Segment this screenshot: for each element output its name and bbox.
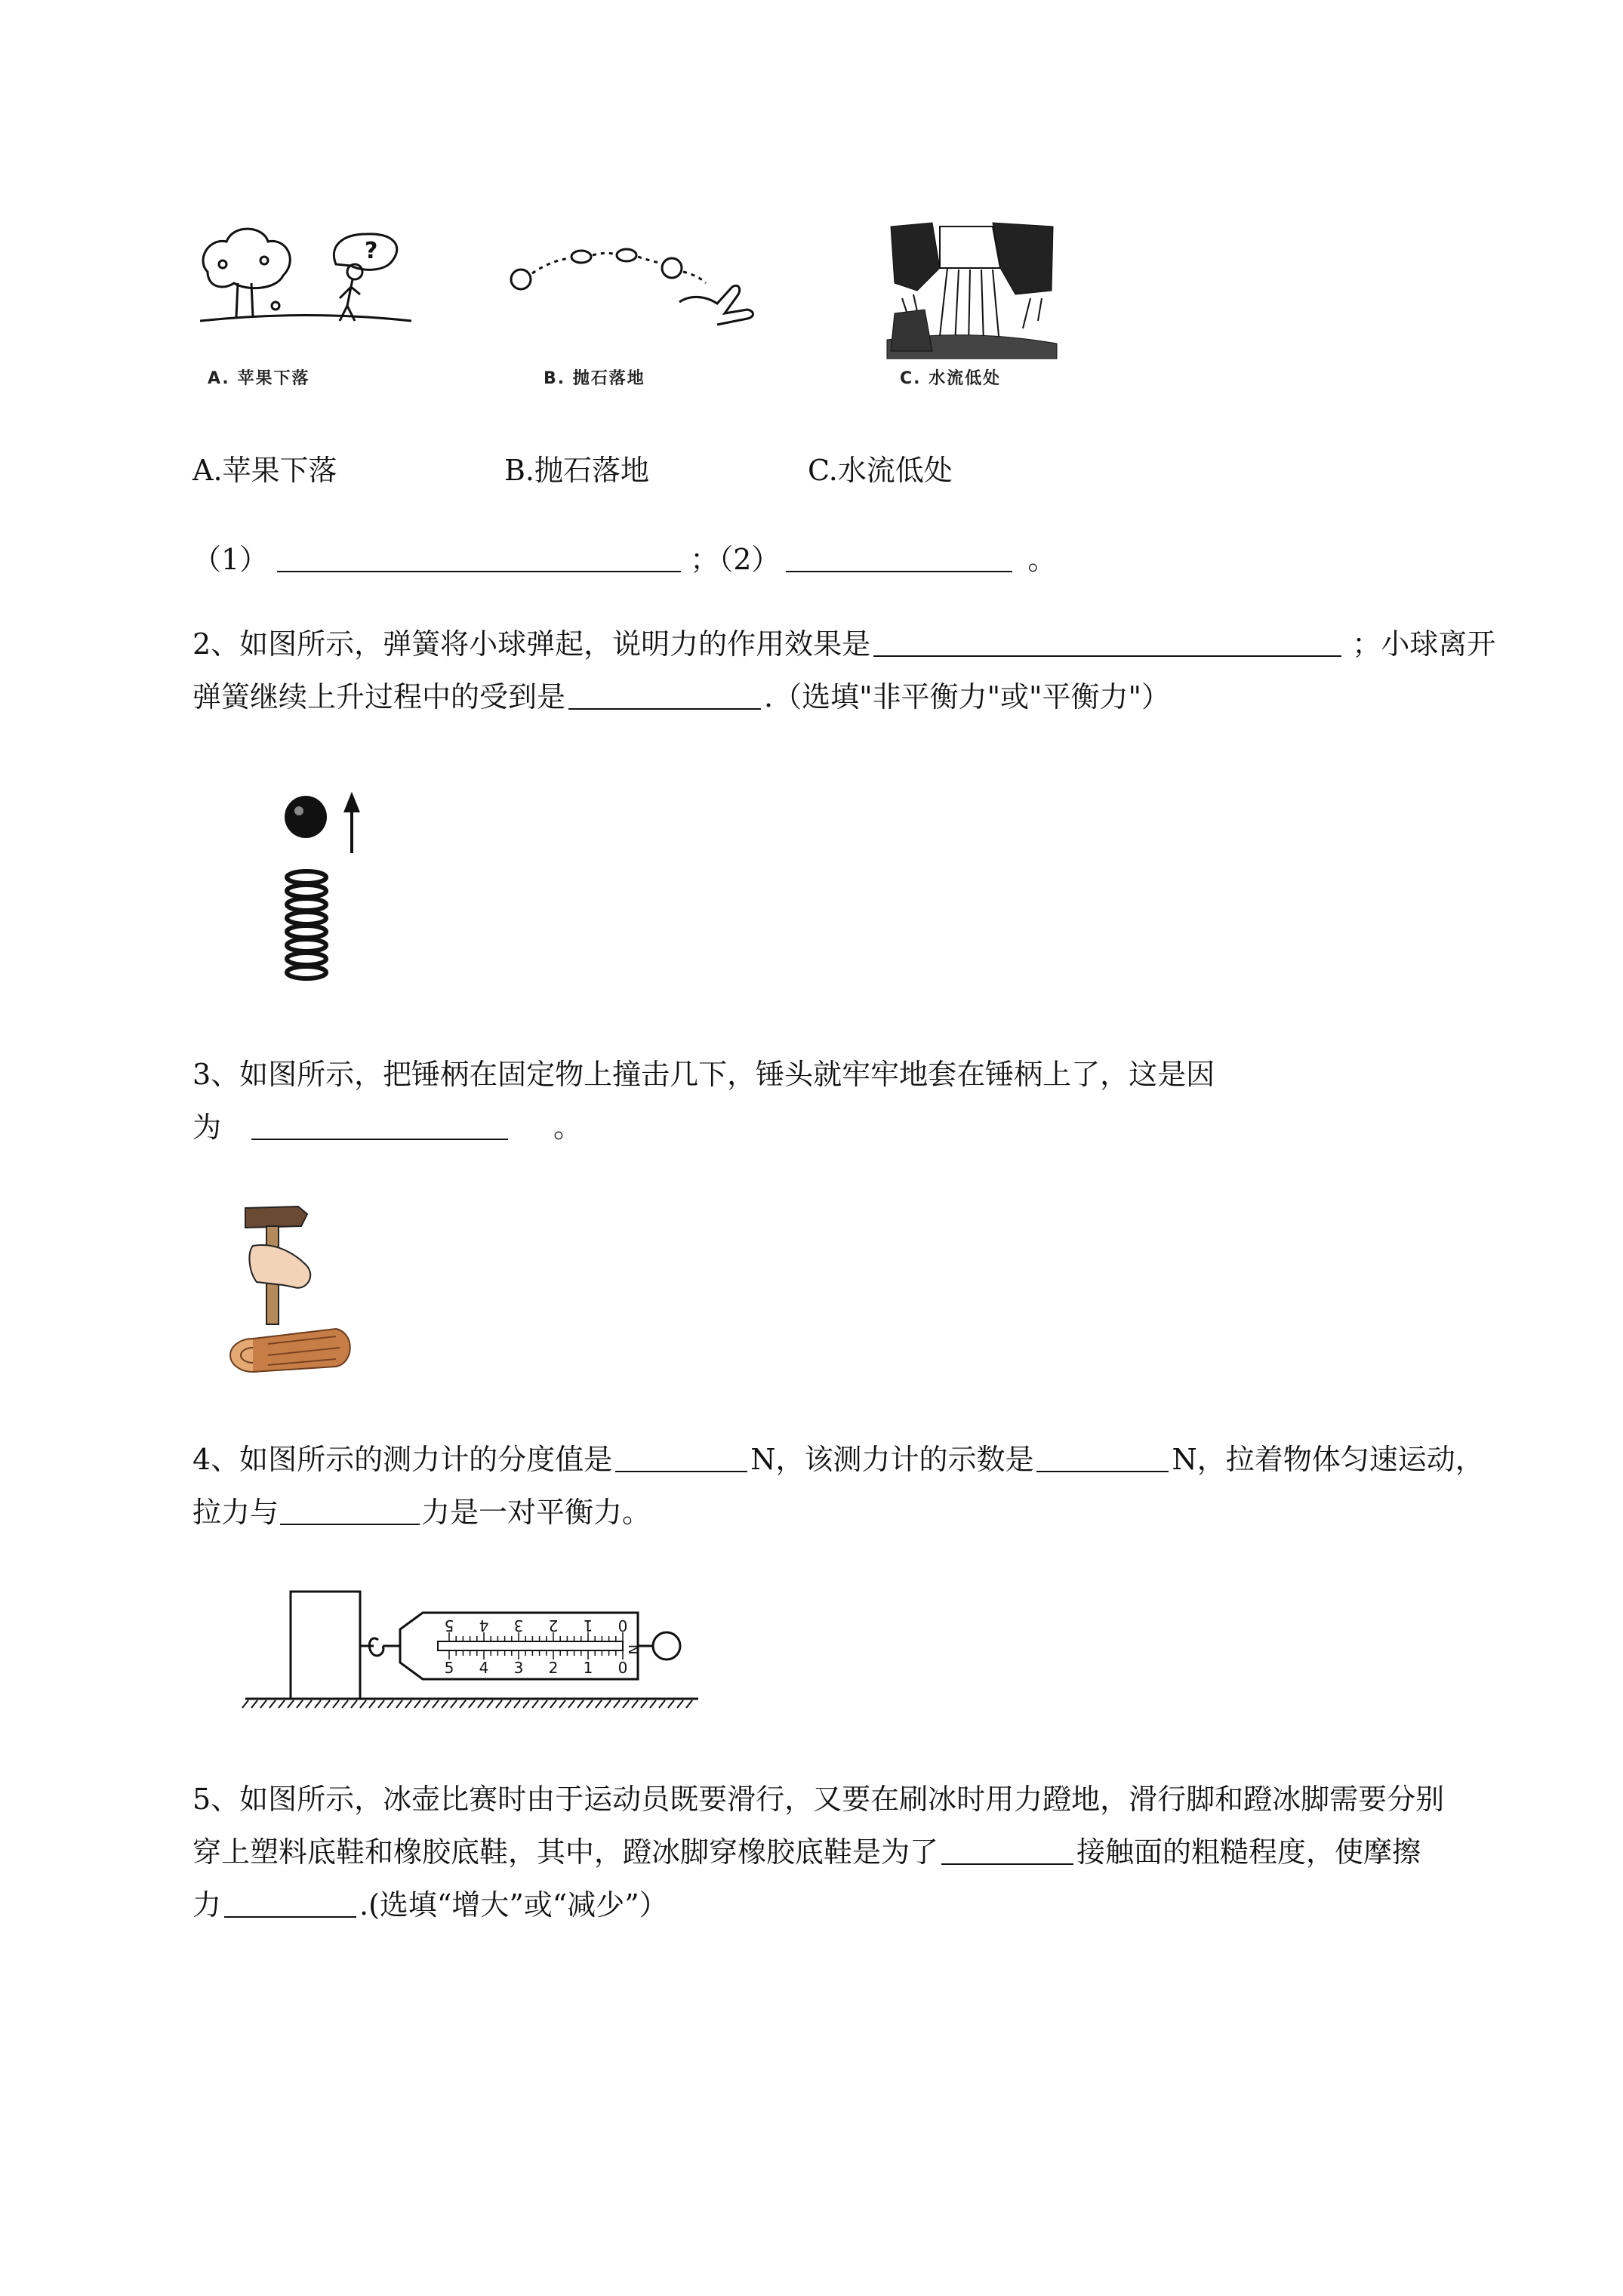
ground-hatch — [306, 1700, 312, 1708]
ground-hatch — [378, 1700, 384, 1708]
ground-hatch — [596, 1700, 602, 1708]
apple-tree-illustration — [192, 219, 419, 332]
up-arrow — [346, 796, 358, 853]
ground-hatch — [260, 1700, 266, 1708]
q4-blank-2[interactable] — [1036, 1445, 1169, 1472]
ball — [285, 796, 327, 838]
ground-hatch — [668, 1700, 674, 1708]
thrown-stone-illustration — [498, 242, 762, 347]
ground-hatch — [269, 1700, 276, 1708]
ground-hatch — [414, 1700, 420, 1708]
waterfall-illustration — [887, 223, 1057, 359]
ground-hatch — [333, 1700, 339, 1708]
scale-label-top: 5 — [444, 1616, 454, 1635]
q5-text-2b: 接触面的粗糙程度，使摩擦 — [1076, 1835, 1421, 1869]
ground-hatch — [387, 1700, 393, 1708]
scale-label-top: 0 — [617, 1616, 628, 1635]
q3-line-2 — [192, 1110, 582, 1145]
ground-hatch — [686, 1700, 692, 1708]
q2-blank-1[interactable] — [873, 630, 1341, 657]
ground-hatch — [315, 1700, 321, 1708]
ground-hatch — [587, 1700, 593, 1708]
ground-hatch — [487, 1700, 493, 1708]
ground-hatch — [288, 1700, 294, 1708]
scale-label-bottom: 0 — [617, 1659, 628, 1677]
ground-hatch — [360, 1700, 366, 1708]
ground-hatch — [605, 1700, 611, 1708]
q4-text-2a: 拉力与 — [192, 1496, 279, 1529]
q5-text-3b: .(选填“增大”或“减少”） — [359, 1888, 668, 1922]
q4-line-1 — [192, 1442, 1484, 1477]
spring-scale-figure — [245, 1586, 706, 1729]
scale-unit: N — [625, 1644, 641, 1655]
scale-label-top: 3 — [513, 1616, 524, 1635]
spring — [287, 871, 326, 978]
ball-spring-figure — [279, 785, 370, 997]
ground-hatch — [614, 1700, 620, 1708]
scale-label-bottom: 4 — [479, 1659, 489, 1677]
ground-hatch — [279, 1700, 285, 1708]
q3-blank[interactable] — [251, 1113, 508, 1140]
q2-text-1-end: ；小球离开 — [1352, 627, 1496, 661]
answer-blank-2[interactable] — [786, 545, 1012, 572]
blank-label-2: ；（2） — [690, 543, 781, 576]
ground-hatch — [541, 1700, 547, 1708]
q5-blank-1[interactable] — [941, 1838, 1073, 1865]
ground-hatch — [469, 1700, 475, 1708]
q5-line-3 — [192, 1888, 668, 1922]
figure-caption-c: C. 水流低处 — [900, 369, 1002, 388]
ground-hatch — [632, 1700, 638, 1708]
block — [291, 1592, 360, 1699]
question-mark: ? — [365, 238, 378, 264]
ground-hatch — [351, 1700, 357, 1708]
scale-label-top: 4 — [479, 1616, 489, 1635]
scale-label-bottom: 5 — [444, 1659, 454, 1677]
q5-blank-2[interactable] — [224, 1891, 356, 1918]
q2-line-2 — [192, 680, 1170, 714]
ground-hatch — [641, 1700, 647, 1708]
q5-text-2a: 穿上塑料底鞋和橡胶底鞋，其中，蹬冰脚穿橡胶底鞋是为了 — [192, 1835, 939, 1869]
scale-hook — [360, 1638, 383, 1656]
q2-text-2: 弹簧继续上升过程中的受到是 — [192, 680, 566, 713]
scale-ring — [653, 1632, 680, 1660]
option-b: B.抛石落地 — [504, 454, 650, 487]
q1-answer-line — [192, 542, 1056, 577]
q2-blank-2[interactable] — [568, 683, 761, 710]
scale-label-bottom: 3 — [513, 1659, 524, 1677]
ground-hatch — [478, 1700, 484, 1708]
ground-hatch — [514, 1700, 520, 1708]
ground-hatch — [451, 1700, 457, 1708]
ground-hatch — [532, 1700, 538, 1708]
ground-hatch — [659, 1700, 665, 1708]
q5-line-2 — [192, 1835, 1421, 1869]
q5-text-3a: 力 — [192, 1888, 222, 1922]
q4-text-1c: N，拉着物体匀速运动， — [1172, 1443, 1484, 1476]
blank-label-1: （1） — [192, 543, 269, 576]
q3-text-2: 为 — [192, 1111, 222, 1144]
ground-hatch — [568, 1700, 574, 1708]
hammer-figure — [223, 1200, 359, 1382]
option-a: A.苹果下落 — [192, 454, 337, 487]
hammer-head — [245, 1207, 307, 1228]
ground-hatch — [396, 1700, 402, 1708]
q2-text-2-end: .（选填"非平衡力"或"平衡力"） — [764, 680, 1171, 713]
ground-hatch — [677, 1700, 683, 1708]
q4-blank-1[interactable] — [615, 1445, 747, 1472]
q4-text-2b: 力是一对平衡力。 — [421, 1496, 651, 1529]
ground-hatch — [251, 1700, 257, 1708]
ground-hatch — [623, 1700, 629, 1708]
scale-label-bottom: 2 — [548, 1659, 559, 1677]
scale-label-bottom: 1 — [583, 1659, 593, 1677]
ground-hatch — [650, 1700, 656, 1708]
q4-text-1b: N，该测力计的示数是 — [750, 1443, 1034, 1476]
ground-hatch — [297, 1700, 303, 1708]
scale-label-top: 1 — [583, 1616, 593, 1635]
ground-hatch — [577, 1700, 584, 1708]
scale-label-top: 2 — [548, 1616, 559, 1635]
answer-blank-1[interactable] — [277, 545, 681, 572]
figure-caption-a: A. 苹果下落 — [208, 369, 310, 388]
q3-text-2-end: 。 — [553, 1111, 583, 1144]
q4-line-2 — [192, 1495, 651, 1530]
ground-hatch — [405, 1700, 411, 1708]
ground-hatch — [324, 1700, 330, 1708]
ground-hatch — [442, 1700, 448, 1708]
hand — [249, 1245, 310, 1288]
ground-hatch — [460, 1700, 466, 1708]
q2-text-1: 2、如图所示，弹簧将小球弹起，说明力的作用效果是 — [192, 627, 871, 661]
q4-text-1a: 4、如图所示的测力计的分度值是 — [192, 1443, 613, 1476]
ground-hatch — [369, 1700, 375, 1708]
option-c: C.水流低处 — [808, 454, 953, 487]
ground-hatch — [433, 1700, 439, 1708]
ground-hatch — [242, 1700, 248, 1708]
q5-line-1: 5、如图所示，冰壶比赛时由于运动员既要滑行，又要在刷冰时用力蹬地，滑行脚和蹬冰脚需要分别 — [192, 1783, 1445, 1816]
figure-caption-b: B. 抛石落地 — [544, 369, 645, 388]
ground-hatch — [342, 1700, 348, 1708]
ground-hatch — [423, 1700, 430, 1708]
q3-line-1: 3、如图所示，把锤柄在固定物上撞击几下，锤头就牢牢地套在锤柄上了，这是因 — [192, 1058, 1215, 1091]
ground — [242, 1699, 698, 1708]
ground-hatch — [523, 1700, 529, 1708]
ground-hatch — [496, 1700, 502, 1708]
ground-hatch — [505, 1700, 511, 1708]
q4-blank-3[interactable] — [280, 1498, 420, 1525]
answer-line-end: 。 — [1027, 543, 1057, 576]
ground-hatch — [559, 1700, 565, 1708]
log — [230, 1329, 350, 1372]
ground-hatch — [550, 1700, 556, 1708]
q2-line-1 — [192, 627, 1495, 661]
